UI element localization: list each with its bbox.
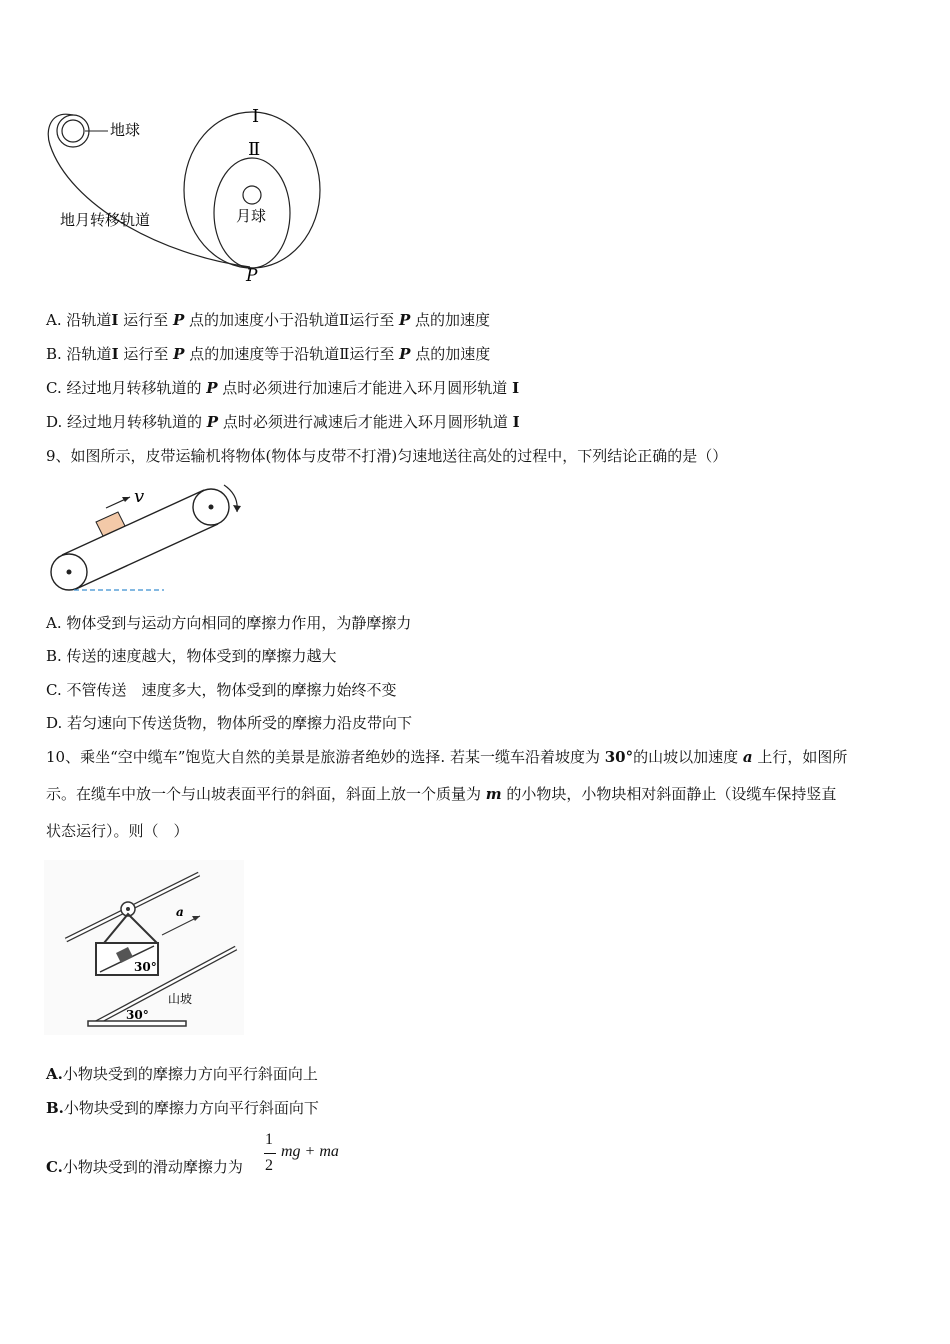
q10-stem-line2: 示。在缆车中放一个与山坡表面平行的斜面，斜面上放一个质量为 m 的小物块，小物块相对斜面静止（设缆车保持竖直 (46, 785, 837, 803)
q9-option-c: C. 不管传送 速度多大，物体受到的摩擦力始终不变 (46, 681, 397, 699)
q8-option-b: B. 沿轨道I 运行至 P 点的加速度等于沿轨道Ⅱ运行至 P 点的加速度 (46, 345, 491, 363)
q8-option-c: C. 经过地月转移轨道的 P 点时必须进行加速后才能进入环月圆形轨道 I (46, 379, 520, 397)
q10-stem-line1: 10、乘坐“空中缆车”饱览大自然的美景是旅游者绝妙的选择. 若某一缆车沿着坡度为 30°的山坡以加速度 a 上行，如图所 (46, 748, 848, 766)
q10-stem-line3: 状态运行）。则（ ） (46, 822, 189, 840)
inner-angle-label: 30° (134, 960, 157, 974)
rotation-arrow-head (233, 505, 241, 512)
q9-option-b: B. 传送的速度越大，物体受到的摩擦力越大 (46, 647, 337, 665)
q8-option-a: A. 沿轨道I 运行至 P 点的加速度小于沿轨道Ⅱ运行至 P 点的加速度 (46, 311, 491, 329)
fraction-numerator: 1 (265, 1131, 273, 1148)
lower-pulley-axle (67, 570, 72, 575)
orbit-I-label: Ⅰ (252, 106, 260, 127)
formula-expression: mg + ma (281, 1143, 339, 1160)
q9-option-a: A. 物体受到与运动方向相同的摩擦力作用，为静摩擦力 (46, 614, 412, 632)
orbit-figure (40, 95, 340, 290)
fraction-denominator: 2 (265, 1157, 273, 1174)
slope-label: 山坡 (168, 992, 193, 1006)
q10-option-b: B.小物块受到的摩擦力方向平行斜面向下 (46, 1099, 319, 1117)
pulley-axle (126, 907, 130, 911)
q10-option-c: C.小物块受到的滑动摩擦力为 (46, 1158, 243, 1176)
orbit-II-label: Ⅱ (248, 139, 261, 160)
earth-circle-inner (62, 120, 84, 142)
moon-circle (243, 186, 261, 204)
accel-label: a (176, 905, 184, 919)
outer-angle-label: 30° (126, 1008, 149, 1022)
conveyor-figure (44, 480, 254, 600)
belt-bottom (76, 524, 218, 589)
upper-pulley-axle (209, 505, 214, 510)
earth-label: 地球 (110, 121, 141, 139)
transfer-orbit-label: 地月转移轨道 (60, 211, 151, 229)
moon-label: 月球 (236, 207, 267, 225)
transfer-orbit (48, 114, 250, 267)
q9-stem: 9、如图所示，皮带运输机将物体(物体与皮带不打滑)匀速地送往高处的过程中，下列结论正确的是（） (46, 447, 728, 465)
cargo-block (96, 512, 125, 536)
orbit-I (184, 112, 320, 268)
point-P-label: P (246, 266, 258, 286)
q8-option-d: D. 经过地月转移轨道的 P 点时必须进行减速后才能进入环月圆形轨道 I (46, 413, 520, 431)
velocity-label: v (134, 486, 145, 507)
fraction-bar (264, 1153, 276, 1154)
q10-option-a: A.小物块受到的摩擦力方向平行斜面向上 (46, 1065, 318, 1083)
belt-top (62, 490, 204, 555)
q9-option-d: D. 若匀速向下传送货物，物体所受的摩擦力沿皮带向下 (46, 714, 413, 732)
cable-car-figure (44, 860, 244, 1035)
